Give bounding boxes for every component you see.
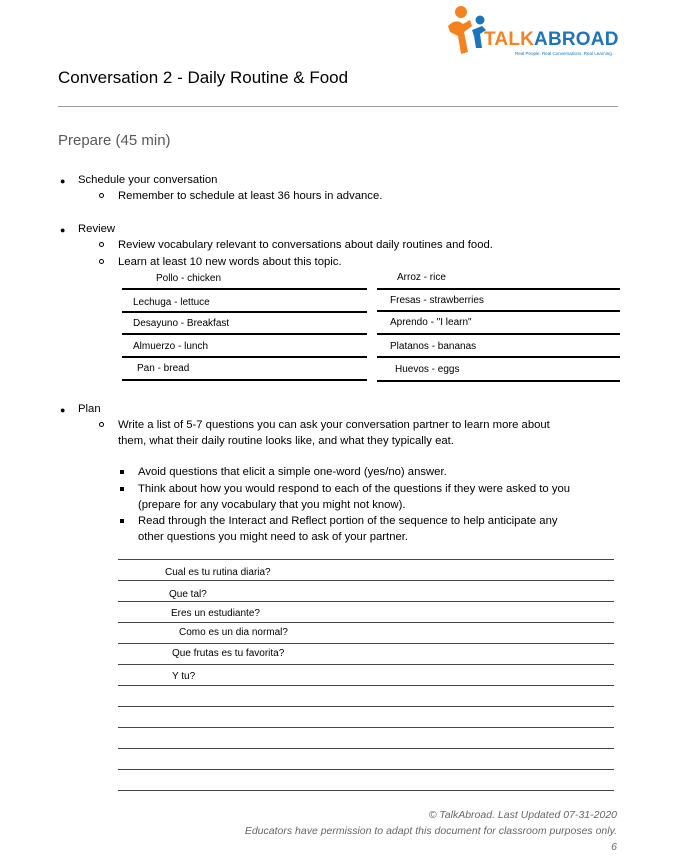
- writing-line: [118, 769, 614, 770]
- vocab-item: Pan - bread: [137, 363, 190, 374]
- square-bullet-icon: [120, 519, 124, 523]
- writing-line: [118, 706, 614, 707]
- question-answer: Eres un estudiante?: [171, 608, 260, 619]
- square-bullet-icon: [120, 470, 124, 474]
- vocab-item: Huevos - eggs: [395, 364, 460, 375]
- plan-sub-line-2: them, what their daily routine looks like, and what they typically eat.: [118, 435, 454, 447]
- plan-tip-1: Avoid questions that elicit a simple one-word (yes/no) answer.: [138, 466, 447, 478]
- plan-tip-3-line-1: Read through the Interact and Reflect portion of the sequence to help anticipate any: [138, 515, 558, 527]
- question-answer: Como es un dia normal?: [179, 627, 288, 638]
- writing-line: [118, 685, 614, 686]
- logo-tagline: Real People. Real Conversations. Real Learning.: [515, 51, 614, 56]
- vocab-item: Lechuga - lettuce: [133, 297, 210, 308]
- question-answer: Y tu?: [172, 671, 196, 682]
- question-answer: Cual es tu rutina diaria?: [165, 567, 271, 578]
- vocab-item: Aprendo - "I learn": [390, 317, 472, 328]
- circle-bullet-icon: [99, 193, 104, 198]
- footer-copyright: © TalkAbroad. Last Updated 07-31-2020: [428, 809, 617, 821]
- vocab-rule: [122, 356, 367, 358]
- footer-permission: Educators have permission to adapt this document for classroom purposes only.: [244, 825, 617, 837]
- schedule-label: Schedule your conversation: [78, 174, 218, 186]
- review-sub-1: Review vocabulary relevant to conversations about daily routines and food.: [118, 239, 493, 251]
- review-sub-2: Learn at least 10 new words about this topic.: [118, 256, 342, 268]
- writing-line: [118, 748, 614, 749]
- writing-line: [118, 727, 614, 728]
- square-bullet-icon: [120, 487, 124, 491]
- question-answer: Que frutas es tu favorita?: [172, 648, 285, 659]
- writing-line: [118, 580, 614, 581]
- vocab-rule: [377, 356, 620, 358]
- title-divider: [58, 106, 618, 107]
- bullet-icon: ●: [60, 225, 66, 235]
- circle-bullet-icon: [99, 259, 104, 264]
- plan-sub-line-1: Write a list of 5-7 questions you can ask your conversation partner to learn more about: [118, 419, 550, 431]
- vocab-item: Desayuno - Breakfast: [133, 318, 230, 329]
- schedule-sub: Remember to schedule at least 36 hours in advance.: [118, 190, 383, 202]
- vocab-rule: [377, 310, 620, 312]
- plan-label: Plan: [78, 403, 101, 415]
- writing-line: [118, 559, 614, 560]
- section-heading: Prepare (45 min): [58, 132, 171, 149]
- circle-bullet-icon: [99, 422, 104, 427]
- writing-line: [118, 622, 614, 623]
- page-number: 6: [611, 841, 617, 853]
- vocab-rule: [122, 311, 367, 313]
- bullet-icon: ●: [60, 176, 66, 186]
- plan-tip-2-line-2: (prepare for any vocabulary that you might not know).: [138, 499, 406, 511]
- vocab-rule: [377, 380, 620, 382]
- logo-wordmark: TALKABROAD: [484, 29, 619, 50]
- writing-line: [118, 643, 614, 644]
- writing-line: [118, 790, 614, 791]
- vocab-rule: [122, 333, 367, 335]
- plan-tip-3-line-2: other questions you might need to ask of your partner.: [138, 531, 409, 543]
- bullet-icon: ●: [60, 405, 66, 415]
- circle-bullet-icon: [99, 242, 104, 247]
- vocab-item: Fresas - strawberries: [390, 295, 484, 306]
- vocab-item: Platanos - bananas: [390, 341, 477, 352]
- review-label: Review: [78, 223, 116, 235]
- question-answer: Que tal?: [169, 589, 207, 600]
- vocab-item: Pollo - chicken: [156, 273, 222, 284]
- vocab-rule: [122, 379, 367, 381]
- vocab-item: Arroz - rice: [397, 272, 446, 283]
- vocab-rule: [122, 288, 367, 290]
- writing-line: [118, 664, 614, 665]
- vocab-rule: [377, 333, 620, 335]
- page-title: Conversation 2 - Daily Routine & Food: [58, 68, 349, 87]
- writing-line: [118, 601, 614, 602]
- vocab-item: Almuerzo - lunch: [133, 341, 209, 352]
- vocab-rule: [377, 288, 620, 290]
- plan-tip-2-line-1: Think about how you would respond to each of the questions if they were asked to you: [138, 483, 571, 495]
